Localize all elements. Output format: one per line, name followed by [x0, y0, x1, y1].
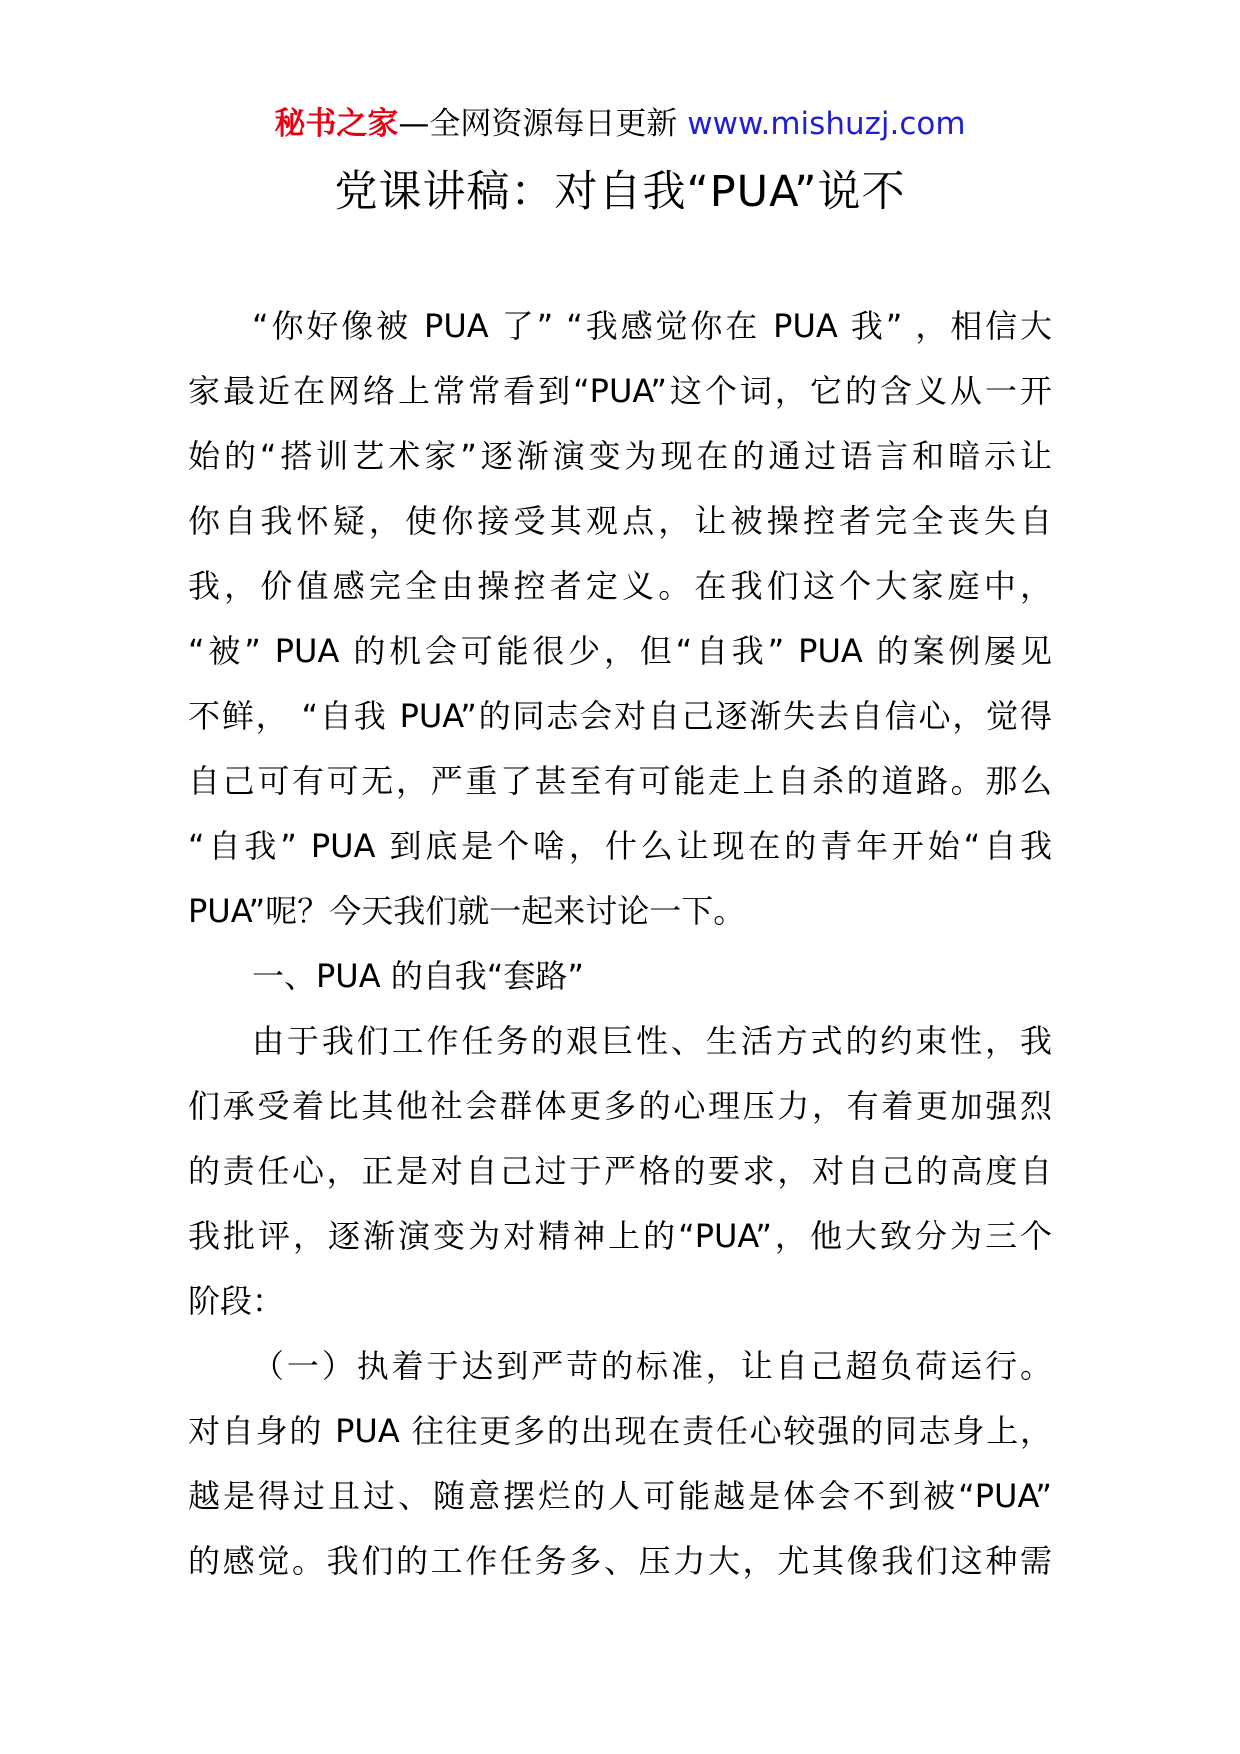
website-link[interactable]: www.mishuzj.com [687, 106, 966, 142]
text-line: “自我” PUA 到底是个啥，什么让现在的青年开始“自我 [188, 827, 1052, 865]
site-header [0, 104, 1240, 144]
text-line: 我批评，逐渐演变为对精神上的“PUA”，他大致分为三个 [188, 1217, 1052, 1255]
text-line: 阶段： [188, 1282, 285, 1320]
text-line: （一）执着于达到严苛的标准，让自己超负荷运行。 [252, 1347, 1052, 1385]
text-line: 家最近在网络上常常看到“PUA”这个词，它的含义从一开 [188, 372, 1052, 410]
text-line: 你自我怀疑，使你接受其观点，让被操控者完全丧失自 [188, 502, 1052, 540]
document-title: 党课讲稿：对自我“PUA”说不 [334, 167, 906, 217]
text-line: 自己可有可无，严重了甚至有可能走上自杀的道路。那么 [188, 762, 1052, 800]
text-line: “被” PUA 的机会可能很少，但“自我” PUA 的案例屡见 [188, 632, 1052, 670]
text-line: 不鲜， “自我 PUA”的同志会对自己逐渐失去自信心，觉得 [188, 697, 1052, 735]
text-line: PUA”呢？今天我们就一起来讨论一下。 [188, 892, 746, 930]
text-line: 的感觉。我们的工作任务多、压力大，尤其像我们这种需 [188, 1542, 1052, 1580]
section-heading: 一、PUA 的自我“套路” [252, 957, 584, 995]
text-line: 对自身的 PUA 往往更多的出现在责任心较强的同志身上， [188, 1412, 1052, 1450]
header-tagline: —全网资源每日更新 [398, 106, 678, 142]
text-line: 我，价值感完全由操控者定义。在我们这个大家庭中， [188, 567, 1052, 605]
text-line: 们承受着比其他社会群体更多的心理压力，有着更加强烈 [188, 1087, 1052, 1125]
text-line: 越是得过且过、随意摆烂的人可能越是体会不到被“PUA” [188, 1477, 1052, 1515]
text-line: 始的“搭训艺术家”逐渐演变为现在的通过语言和暗示让 [188, 437, 1052, 475]
document-body [188, 294, 1052, 1594]
text-line: 由于我们工作任务的艰巨性、生活方式的约束性，我 [252, 1022, 1052, 1060]
brand-name: 秘书之家 [274, 106, 399, 142]
text-line: 的责任心，正是对自己过于严格的要求，对自己的高度自 [188, 1152, 1052, 1190]
text-line: “你好像被 PUA 了” “我感觉你在 PUA 我” ，相信大 [252, 307, 1052, 345]
